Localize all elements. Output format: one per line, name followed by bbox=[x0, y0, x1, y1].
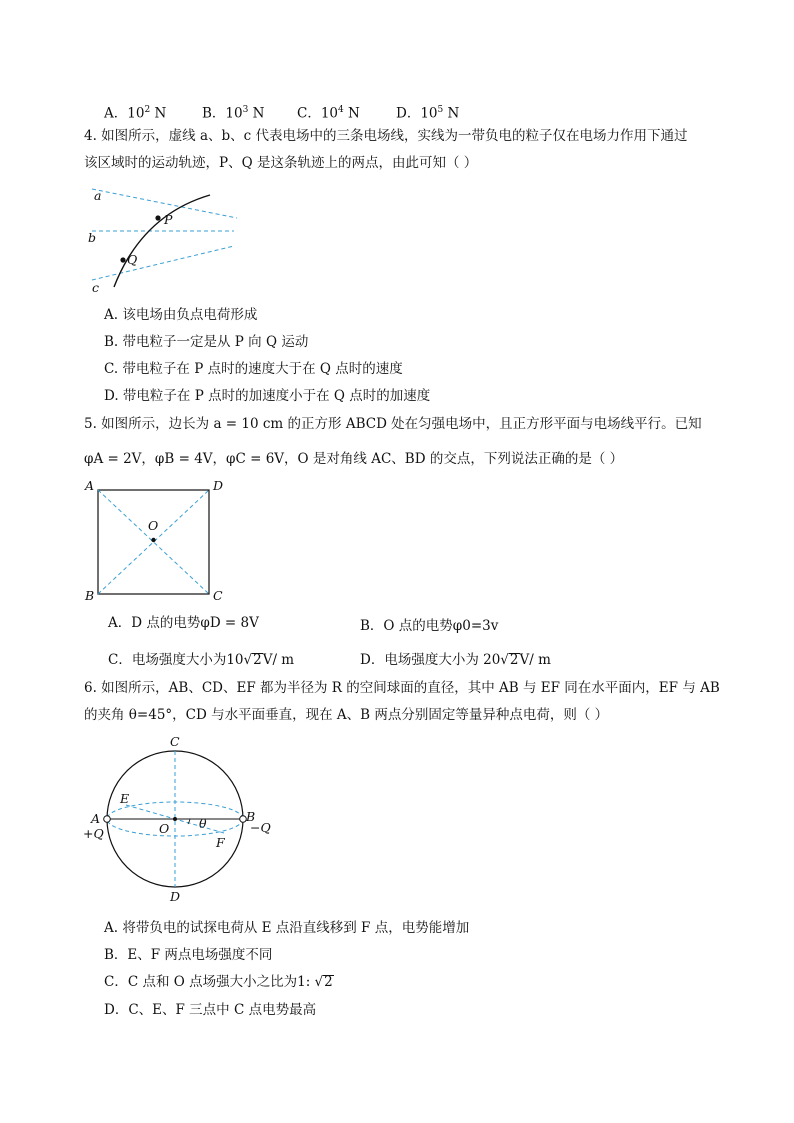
q3-option-d: D．$10^5$ N bbox=[396, 105, 460, 122]
label-a: a bbox=[94, 188, 102, 203]
label-minus-Q: −Q bbox=[250, 820, 271, 835]
q3-option-b: B．$10^3$ N bbox=[202, 105, 265, 122]
label-D: D bbox=[213, 478, 224, 493]
q5-stem-line1: 5. 如图所示，边长为 a = 10 cm 的正方形 ABCD 处在匀强电场中，且正方形平面与电场线平行。已知 bbox=[84, 416, 702, 432]
label-c: c bbox=[92, 280, 100, 295]
q6-option-a: A. 将带负电的试探电荷从 E 点沿直线移到 F 点，电势能增加 bbox=[104, 920, 470, 936]
q6-stem-line2: 的夹角 θ=45°，CD 与水平面垂直，现在 A、B 两点分别固定等量异种点电荷，则（ ） bbox=[84, 707, 609, 723]
field-line-c bbox=[92, 246, 234, 280]
label-P: P bbox=[164, 212, 173, 227]
q5-option-a: A．D 点的电势φD = 8V bbox=[108, 615, 259, 631]
q5-figure bbox=[82, 476, 232, 606]
label-Q: Q bbox=[127, 252, 138, 267]
q5-option-b: B．O 点的电势φ0=3v bbox=[360, 618, 499, 634]
q4-option-c: C. 带电粒子在 P 点时的速度大于在 Q 点时的速度 bbox=[104, 361, 403, 377]
q4-figure bbox=[82, 180, 242, 295]
q4-option-b: B. 带电粒子一定是从 P 向 Q 运动 bbox=[104, 334, 309, 350]
q5-stem-line2: φA = 2V，φB = 4V，φC = 6V，O 是对角线 AC、BD 的交点，下列说法正确的是（ ） bbox=[84, 451, 624, 467]
label-F: F bbox=[216, 835, 225, 850]
label-A: A bbox=[91, 811, 101, 826]
label-C: C bbox=[170, 734, 180, 749]
q4-option-a: A. 该电场由负点电荷形成 bbox=[104, 307, 258, 323]
label-C: C bbox=[213, 588, 223, 603]
q6-option-c: C．C 点和 O 点场强大小之比为1: √2 bbox=[104, 974, 333, 990]
label-E: E bbox=[120, 791, 130, 806]
q4-stem-line2: 该区域时的运动轨迹，P、Q 是这条轨迹上的两点，由此可知（ ） bbox=[84, 155, 478, 171]
label-theta: θ bbox=[199, 816, 207, 831]
q6-option-b: B．E、F 两点电场强度不同 bbox=[104, 947, 273, 963]
label-D: D bbox=[170, 889, 181, 904]
point-O bbox=[151, 538, 155, 542]
point-O bbox=[173, 817, 177, 821]
q6-figure bbox=[82, 732, 272, 904]
label-O: O bbox=[159, 821, 170, 836]
label-plus-Q: +Q bbox=[83, 826, 104, 841]
label-O: O bbox=[148, 518, 159, 533]
q5-option-c: C．电场强度大小为10√2V/ m bbox=[108, 652, 295, 668]
charge-A bbox=[104, 816, 111, 823]
q4-stem-line1: 4. 如图所示，虚线 a、b、c 代表电场中的三条电场线，实线为一带负电的粒子仅在电场力作用下通过 bbox=[84, 128, 688, 144]
q6-stem-line1: 6. 如图所示，AB、CD、EF 都为半径为 R 的空间球面的直径，其中 AB 与 EF 同在水平面内，EF 与 AB bbox=[84, 680, 720, 696]
q3-option-a: A．$10^2$ N bbox=[104, 105, 167, 122]
label-B: B bbox=[246, 809, 256, 824]
particle-trajectory bbox=[114, 195, 210, 287]
q3-option-c: C．$10^4$ N bbox=[297, 105, 360, 122]
point-Q bbox=[120, 257, 125, 262]
point-P bbox=[155, 215, 160, 220]
label-B: B bbox=[85, 588, 95, 603]
q6-option-d: D．C、E、F 三点中 C 点电势最高 bbox=[104, 1002, 317, 1018]
label-A: A bbox=[85, 478, 95, 493]
q5-option-d: D．电场强度大小为 20√2V/ m bbox=[360, 652, 551, 668]
q4-option-d: D. 带电粒子在 P 点时的加速度小于在 Q 点时的加速度 bbox=[104, 388, 431, 404]
label-b: b bbox=[88, 230, 97, 245]
